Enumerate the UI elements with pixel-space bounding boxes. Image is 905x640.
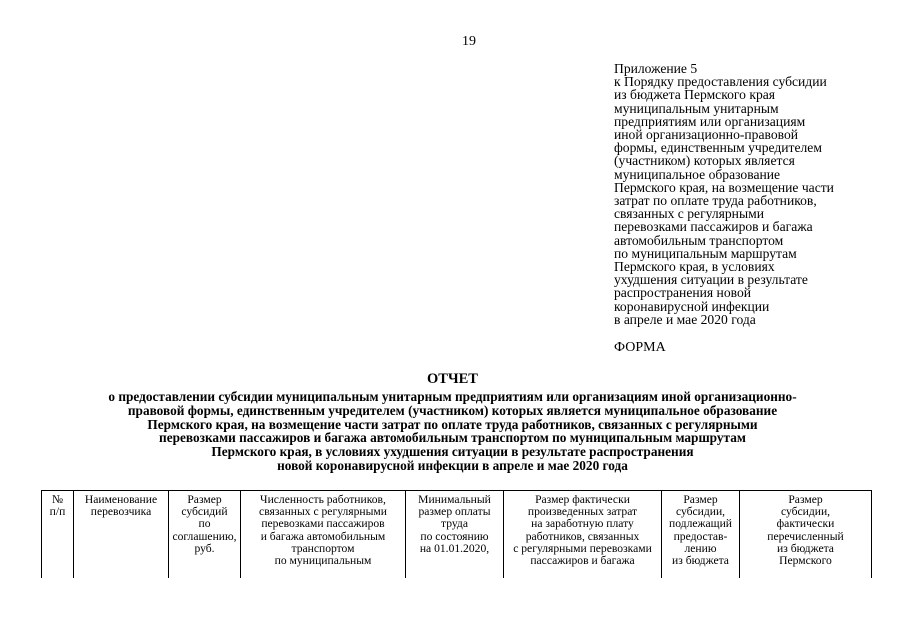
table-header-line: труда — [441, 517, 468, 531]
table-header-line: Численность работников, — [260, 493, 386, 506]
table-header-line: произведенных затрат — [527, 505, 638, 519]
table-header-line: по муниципальным — [274, 554, 372, 568]
appendix-line: коронавирусной инфекции — [614, 298, 770, 314]
table-header-line: транспортом — [291, 541, 355, 555]
table-header-line: Минимальный — [418, 493, 491, 506]
table-header-line: Размер фактически — [535, 493, 630, 506]
appendix-line: предприятиям или организациям — [614, 113, 806, 129]
report-subtitle-line: перевозками пассажиров и багажа автомобильным транспортом по муниципальным маршрутам — [159, 430, 746, 446]
report-title: ОТЧЕТ — [427, 371, 478, 387]
table-header-line: Размер — [187, 493, 222, 506]
table-header-line: подлежащий — [669, 517, 732, 531]
appendix-line: в апреле и мае 2020 года — [614, 311, 756, 327]
table-header-line: Размер — [788, 493, 823, 506]
table-header-cell — [169, 491, 241, 579]
appendix-line: Приложение 5 — [614, 61, 698, 76]
table-header-line: по — [198, 517, 211, 531]
report-subtitle-line: Пермского края, в условиях ухудшения ситуации в результате распространения — [211, 444, 694, 460]
appendix-line: из бюджета Пермского края — [614, 87, 776, 103]
report-table — [41, 490, 872, 578]
table-header-line: лению — [684, 541, 717, 555]
appendix-line: (участником) которых является — [614, 153, 795, 169]
table-header-line: на заработную плату — [531, 517, 634, 531]
appendix-block — [614, 62, 884, 326]
table-header-line: предостав- — [673, 529, 728, 543]
appendix-line: по муниципальным маршрутам — [614, 245, 797, 261]
table-header-line: субсидии, — [780, 505, 831, 519]
table-header-cell — [241, 491, 406, 579]
appendix-line: иной организационно-правовой — [614, 127, 799, 143]
table-header-line: Пермского — [779, 554, 832, 568]
table-header-cell — [504, 491, 662, 579]
report-subtitle-line: о предоставлении субсидии муниципальным унитарным предприятиям или организациям иной организационно- — [108, 389, 797, 404]
table-header-line: субсидии, — [675, 505, 726, 519]
appendix-line: формы, единственным учредителем — [614, 140, 822, 156]
appendix-line: автомобильным транспортом — [614, 232, 784, 248]
table-header-line: фактически — [776, 517, 835, 531]
table-header-line: Наименование — [84, 493, 158, 506]
table-header-line: субсидий — [181, 505, 228, 519]
appendix-line: к Порядку предоставления субсидии — [614, 74, 827, 90]
report-subtitle-line: правовой формы, единственным учредителем (участником) которых является муниципальное образование — [127, 402, 778, 418]
table-header-line: перевозчика — [90, 505, 152, 519]
table-header-line: перечисленный — [767, 529, 844, 543]
appendix-line: Пермского края, в условиях — [614, 259, 775, 275]
table-header-line: на 01.01.2020, — [419, 541, 490, 555]
table-header-line: с регулярными перевозками — [513, 541, 652, 555]
appendix-line: связанных с регулярными — [614, 206, 764, 222]
report-subtitle-line: новой коронавирусной инфекции в апреле и мае 2020 года — [277, 457, 628, 473]
table-header-line: работников, связанных — [525, 529, 640, 543]
appendix-line: муниципальным унитарным — [614, 100, 779, 116]
appendix-line: ухудшения ситуации в результате — [614, 272, 808, 288]
table-header-line: № — [51, 493, 64, 506]
table-header-cell — [662, 491, 740, 579]
page-number: 19 — [462, 34, 476, 49]
table-header-line: по состоянию — [420, 529, 489, 543]
table-header-line: соглашению, — [172, 529, 237, 543]
table-header-line: пассажиров и багажа — [530, 554, 635, 568]
form-label: ФОРМА — [614, 340, 666, 355]
table-header-line: и багажа автомобильным — [260, 529, 386, 543]
appendix-line: муниципальное образование — [614, 166, 781, 182]
report-subtitle-line: Пермского края, на возмещение части затрат по оплате труда работников, связанных с регулярными — [147, 416, 758, 432]
table-header-line: перевозками пассажиров — [261, 517, 385, 531]
appendix-line: Пермского края, на возмещение части — [614, 179, 834, 195]
table-header-line: размер оплаты — [418, 505, 491, 519]
table-header-line: из бюджета — [672, 554, 729, 568]
table-header-cell — [42, 491, 74, 579]
table-header-line: связанных с регулярными — [259, 505, 387, 519]
table-header-line: из бюджета — [777, 541, 834, 555]
appendix-line: распространения новой — [614, 285, 752, 301]
table-header-row — [42, 491, 872, 579]
table-header-cell — [74, 491, 169, 579]
appendix-line: перевозками пассажиров и багажа — [614, 219, 813, 235]
appendix-line: затрат по оплате труда работников, — [614, 193, 817, 209]
table-header-line: руб. — [194, 541, 215, 555]
report-subtitle — [0, 390, 905, 473]
table-header-cell — [406, 491, 504, 579]
table-header-line: Размер — [683, 493, 718, 506]
table-header-cell — [740, 491, 872, 579]
table-header-line: п/п — [49, 505, 66, 519]
